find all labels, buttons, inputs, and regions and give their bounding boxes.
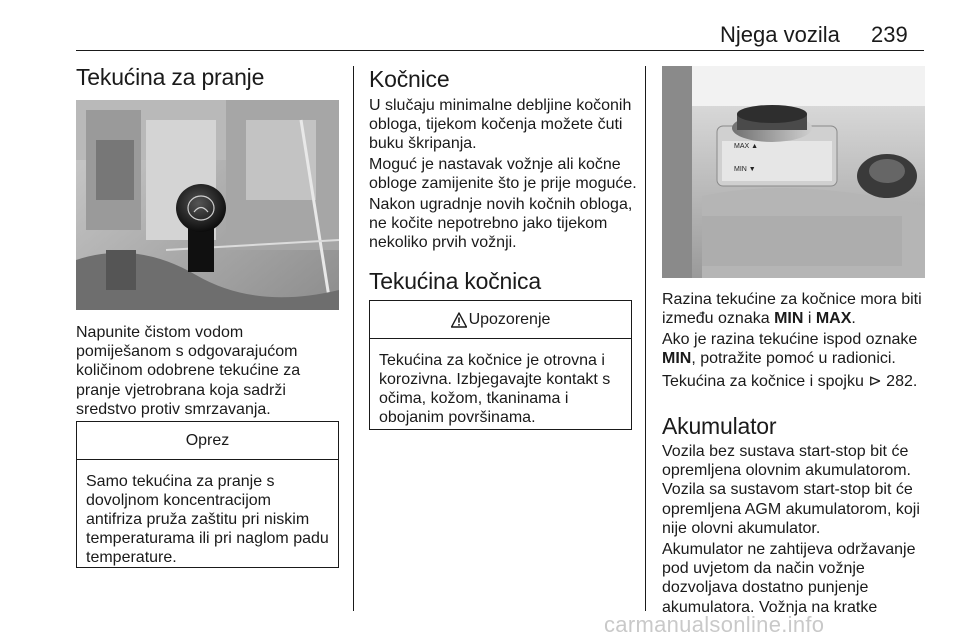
- caution-text: [77, 460, 338, 567]
- battery-paragraph-line: Akumulator ne zahtijeva održavanje: [662, 541, 916, 558]
- running-header-title: Njega vozila: [720, 22, 840, 47]
- battery-paragraph-line: opremljena olovnim akumulatorom.: [662, 462, 911, 480]
- column-divider-right: [645, 66, 646, 611]
- cross-reference[interactable]: Tekućina za kočnice i spojku ⊳ 282.: [662, 373, 918, 390]
- battery-paragraph-line: akumulatora. Vožnja na kratke: [662, 598, 878, 616]
- warning-triangle-icon: [451, 312, 467, 328]
- warning-box: [369, 300, 632, 430]
- brakes-paragraph-3: [369, 195, 639, 253]
- text-run: .: [851, 310, 856, 328]
- battery-paragraph-line: pod uvjetom da način vožnje: [662, 560, 865, 578]
- brake-reservoir-photo: [662, 66, 925, 278]
- brakes-paragraph-line: Moguć je nastavak vožnje ali kočne: [369, 156, 621, 173]
- brakes-paragraph-line: nekoliko prvih vožnji.: [369, 234, 517, 252]
- battery-paragraph-line: dozvoljava dostatno punjenje: [662, 579, 869, 597]
- column-divider-left: [353, 66, 354, 611]
- washer-paragraph-line: Napunite čistom vodom: [76, 324, 244, 341]
- brakes-paragraph-line: ne kočite nepotrebno jako tijekom: [369, 215, 608, 233]
- washer-paragraph-line: količinom odobrene tekućine za: [76, 362, 301, 380]
- battery-paragraph-line: opremljena AGM akumulatorom, koji: [662, 500, 920, 518]
- warning-text-line: Tekućina za kočnice je otrovna i: [379, 352, 605, 369]
- brakes-heading: Kočnice: [369, 66, 450, 92]
- warning-title: Upozorenje: [468, 310, 551, 328]
- brakes-paragraph-line: obloga, tijekom kočenja možete čuti: [369, 116, 623, 134]
- brakes-paragraph-line: buku škripanja.: [369, 135, 477, 153]
- min-label: MIN: [662, 350, 692, 368]
- washer-paragraph-line: pranje vjetrobrana koja sadrži: [76, 381, 286, 399]
- caution-text-line: dovoljnom koncentracijom: [86, 492, 271, 509]
- warning-text: [370, 339, 631, 427]
- low-level-paragraph: [662, 330, 932, 368]
- brakes-paragraph-1: [369, 96, 639, 154]
- text-run: , potražite pomoć u radionici.: [691, 350, 896, 368]
- washer-paragraph: [76, 323, 346, 419]
- brake-fluid-level-line: Razina tekućine za kočnice mora biti: [662, 291, 922, 308]
- battery-paragraph-1: [662, 442, 937, 538]
- text-run: i: [803, 310, 816, 328]
- text-run: između oznaka: [662, 310, 775, 328]
- max-marking-label: MAX ▲: [734, 143, 759, 150]
- max-label: MAX: [815, 310, 852, 328]
- caution-title: Oprez: [77, 422, 338, 460]
- min-label: MIN: [774, 310, 804, 328]
- washer-fluid-heading: Tekućina za pranje: [76, 64, 265, 90]
- warning-header: [370, 301, 631, 339]
- warning-text-line: očima, kožom, tkaninama i: [379, 390, 569, 407]
- warning-text-line: obojanim površinama.: [379, 409, 536, 426]
- caution-text-line: Samo tekućina za pranje s: [86, 473, 275, 490]
- low-level-line: Ako je razina tekućine ispod oznake: [662, 331, 918, 348]
- min-marking-label: MIN ▼: [734, 166, 756, 173]
- header-rule: [76, 50, 924, 51]
- brakes-paragraph-line: obloge zamijenite što je prije moguće.: [369, 175, 637, 193]
- battery-heading: Akumulator: [662, 413, 777, 439]
- washer-reservoir-photo: [76, 100, 339, 310]
- low-level-line: [662, 349, 932, 368]
- washer-paragraph-line: pomiješanom s odgovarajućom: [76, 343, 298, 361]
- brakes-paragraph-line: U slučaju minimalne debljine kočonih: [369, 97, 632, 114]
- brakes-paragraph-line: Nakon ugradnje novih kočnih obloga,: [369, 196, 633, 213]
- warning-text-line: korozivna. Izbjegavajte kontakt s: [379, 371, 611, 388]
- brake-fluid-level-paragraph: [662, 290, 937, 328]
- brake-fluid-heading: Tekućina kočnica: [369, 268, 541, 294]
- page-number: 239: [871, 22, 908, 47]
- battery-paragraph-line: nije olovni akumulator.: [662, 519, 821, 537]
- battery-paragraph-2: [662, 540, 932, 617]
- washer-paragraph-line: sredstvo protiv smrzavanja.: [76, 400, 271, 418]
- brakes-paragraph-2: [369, 155, 639, 193]
- caution-text-line: antifriza pruža zaštitu pri niskim: [86, 511, 310, 528]
- brake-fluid-level-line: [662, 309, 937, 328]
- watermark: carmanualsonline.info: [604, 612, 825, 637]
- caution-box: [76, 421, 339, 568]
- caution-text-line: temperature.: [86, 549, 177, 566]
- battery-paragraph-line: Vozila bez sustava start-stop bit će: [662, 443, 909, 460]
- battery-paragraph-line: Vozila sa sustavom start-stop bit će: [662, 481, 913, 499]
- caution-text-line: temperaturama ili pri naglom padu: [86, 530, 329, 547]
